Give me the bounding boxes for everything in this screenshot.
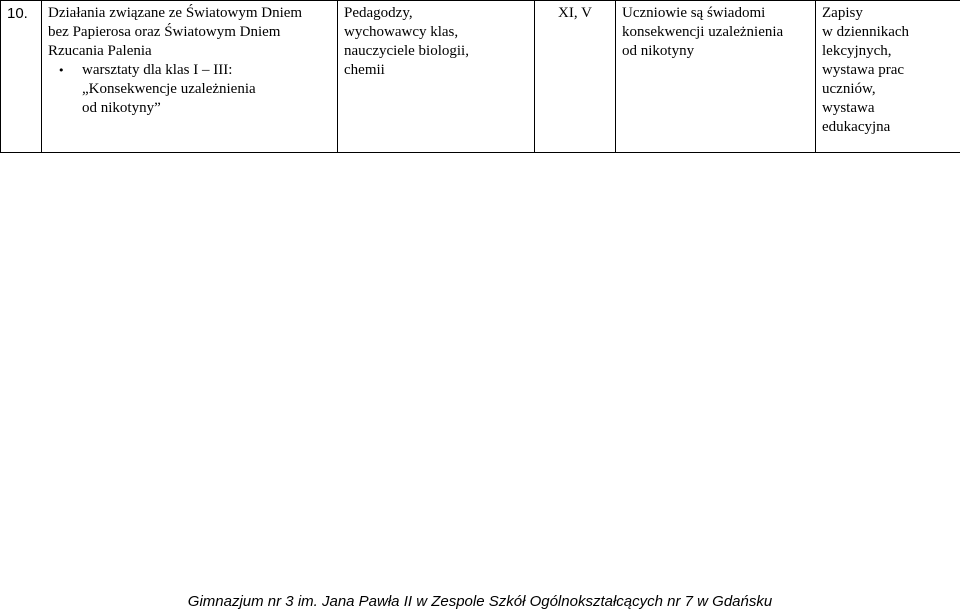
responsible-line: wychowawcy klas, [344, 24, 459, 40]
bullet-text-line: warsztaty dla klas I – III: [82, 62, 233, 78]
effect-line: Uczniowie są świadomi [622, 5, 766, 21]
evidence-line: lekcyjnych, [822, 43, 892, 59]
evidence-line: edukacyjna [822, 119, 891, 135]
action-cell [42, 1, 338, 153]
classes-cell [535, 1, 616, 153]
page-footer: Gimnazjum nr 3 im. Jana Pawła II w Zespole Szkół Ogólnokształcących nr 7 w Gdańsku [187, 593, 773, 610]
classes-value: XI, V [558, 5, 592, 21]
action-title-line: bez Papierosa oraz Światowym Dniem [48, 24, 281, 40]
effect-cell [616, 1, 816, 153]
row-number: 10. [7, 5, 28, 22]
bullet-text-line: od nikotyny” [82, 100, 161, 116]
evidence-line: Zapisy [822, 5, 863, 21]
bullet-text-line: „Konsekwencje uzależnienia [82, 81, 256, 97]
responsible-cell [338, 1, 535, 153]
responsible-line: Pedagodzy, [344, 5, 413, 21]
evidence-line: uczniów, [822, 81, 876, 97]
bullet-icon: • [58, 64, 65, 77]
plan-table [0, 0, 960, 153]
effect-line: od nikotyny [622, 43, 695, 59]
evidence-cell [816, 1, 960, 153]
responsible-line: chemii [344, 62, 385, 78]
evidence-line: w dziennikach [822, 24, 910, 40]
effect-line: konsekwencji uzależnienia [622, 24, 784, 40]
bullet-item [48, 61, 331, 80]
action-title-line: Działania związane ze Światowym Dniem [48, 5, 303, 21]
evidence-line: wystawa [822, 100, 875, 116]
action-title-line: Rzucania Palenia [48, 43, 152, 59]
evidence-line: wystawa prac [822, 62, 905, 78]
table-row [1, 1, 960, 153]
responsible-line: nauczyciele biologii, [344, 43, 469, 59]
row-number-cell [1, 1, 42, 153]
